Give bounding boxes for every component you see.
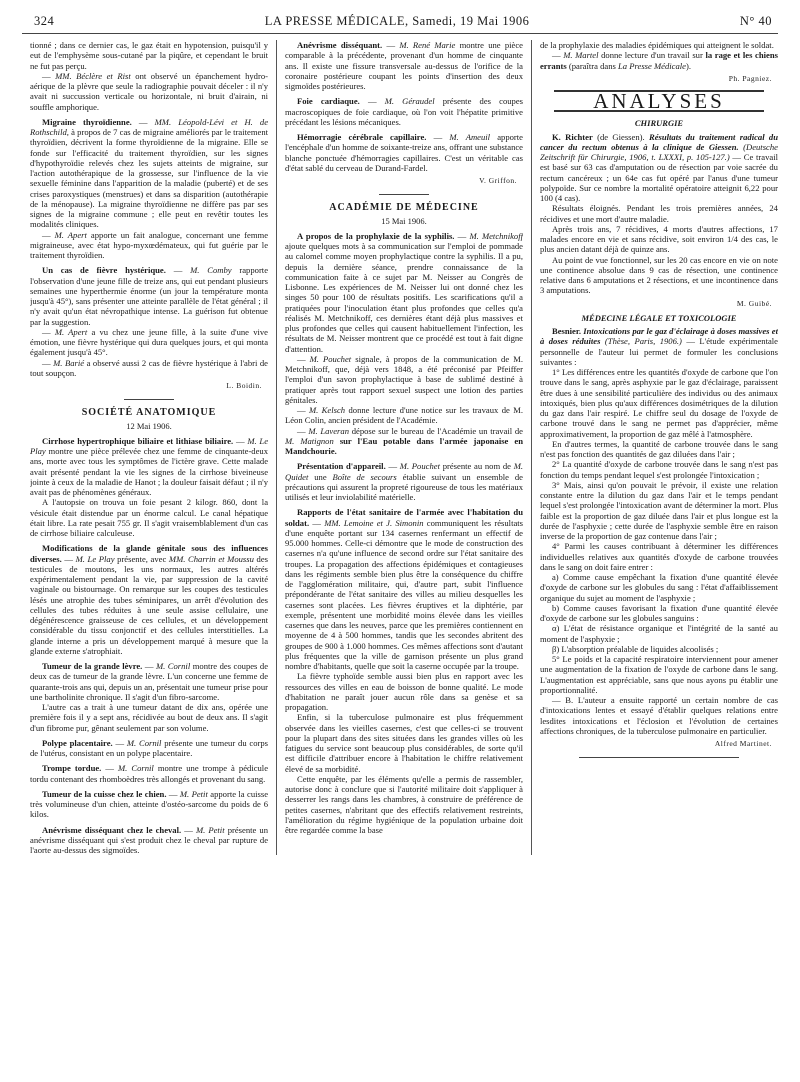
item-title: Cirrhose hypertrophique biliaire et lithiase biliaire. (42, 435, 234, 446)
author: M. Le Play (30, 435, 269, 456)
item-title: Un cas de fièvre hystérique. (42, 265, 166, 276)
paragraph: — B. L'auteur a ensuite rapporté un certain nombre de cas d'intoxications lentes et essayé d'établir quelques relations entre lesdites intoxications et l'éclosion et l'évolution de certaines affections chroniques, de la tuberculose pulmonaire en particulier. (539, 695, 778, 736)
section-date: 15 Mai 1906. (381, 215, 427, 226)
paragraph: — M. Laveran dépose sur le bureau de l'Académie un travail de M. Matignon sur l'Eau potable dans l'armée japonaise en Mandchourie. (284, 425, 523, 456)
page-header (22, 14, 778, 34)
author: M. Comby (190, 265, 232, 276)
paragraph: En d'autres termes, la quantité de carbone trouvée dans le sang n'est pas fonction des quantités de gaz diluées dans l'air ; (539, 438, 778, 459)
paragraph: — MM. Béclère et Rist ont observé un épanchement hydro-aérique de la plèvre que seule la radiographie pouvait déceler : il n'y avait ni succussion verticale ou horizontale, ni bruit d'airain, ni souffle amphorique. (30, 70, 269, 112)
paragraph: — M. Apert apporte un fait analogue, concernant une femme migraineuse, avec état hypo-myxœdémateux, qui fut guérie par le traitement thyroïdien. (30, 229, 269, 260)
author: M. Pouchet (309, 353, 352, 364)
paragraph: 4° Parmi les causes contribuant à déterminer les différences individuelles relatives aux quantités d'oxyde de carbone trouvées dans le sang on doit faire entrer : (539, 541, 778, 572)
column-3 (540, 40, 778, 855)
columns (22, 40, 778, 855)
author: M. Ameuil (449, 132, 491, 142)
paragraph: Présentation d'appareil. — M. Pouchet présente au nom de M. Quidet une Boîte de secours établie suivant un ensemble de précautions qui assurent la propreté rigoureuse de tous les matériaux utilisés et leur inviolabilité matérielle. (284, 461, 523, 502)
author: M. Quidet (284, 461, 523, 482)
paragraph: Foie cardiaque. — M. Géraudel présente des coupes macroscopiques de foie cardiaque, où l'on voit l'hépatite primitive précédant les lésions mécaniques. (284, 96, 523, 127)
item-title: Migraine thyroïdienne. (42, 116, 132, 127)
author: M. Kelsch (308, 405, 346, 415)
paragraph: Anévrisme disséquant. — M. René Marie montre une pièce comparable à la précédente, provenant d'un homme de cinquante ans. Il existe une fissure transversale au-dessus de l'orifice de la coronaire postérieure coupant les points d'insertion des deux sigmoïdes postérieures. (284, 40, 523, 91)
author: M. Apert (54, 326, 88, 337)
author: M. Cornil (155, 661, 191, 671)
author: MM. Léopold-Lévi et H. de Rothschild, (30, 116, 269, 137)
paragraph: α) L'état de résistance organique et l'intégrité de la santé au moment de l'asphyxie ; (539, 623, 778, 644)
paragraph: Migraine thyroïdienne. — MM. Léopold-Lévi et H. de Rothschild, à propos de 7 cas de migraine améliorés par le traitement thyroïdien, décrivent la forme thyroïdienne de la migraine. Elle se fonde sur l'efficacité du traitement thyroïdien, sur les signes d'hypothyroïdie relevés chez les sujets atteints de migraine, sur l'action autothérapique de la grossesse, sur l'influence de la vie sexuelle féminine dans l'apparition de la maladie (puberté) et de ses crises paroxystiques (menstrues) et dans sa disparition (autothérapie de la ménopause). La migraine thyroïdienne ne diffère pas par ses signes de la migraine commune ; elle peut en revêtir toutes les modalités cliniques. (30, 116, 269, 230)
section-heading: ACADÉMIE DE MÉDECINE (329, 202, 479, 214)
paragraph: L'autre cas a trait à une tumeur datant de dix ans, opérée une première fois il y a sept ans, récidivée au bout de deux ans. Il s'agit d'un fibrome pur, gênant seulement par son volume. (30, 702, 269, 733)
column-divider (276, 40, 277, 855)
author: M. René Marie (399, 40, 456, 50)
issue-number: N° 40 (739, 14, 772, 28)
paragraph: K. Richter (de Giessen). Résultats du traitement radical du cancer du rectum obtenus à la clinique de Giessen. (Deutsche Zeitschrift für Chirurgie, 1906, t. LXXXI, p. 105-127.) — Ce travail est basé sur 63 cas d'amputation ou de résection par voie sacrée du rectum cancéreux ; un 64e cas fut opéré par l'anus d'une tumeur polypoïde. Sur ce nombre la mortalité opératoire atteignit 6,22 pour 100 (4 cas). (539, 131, 778, 203)
item-title: Anévrisme disséquant chez le cheval. (42, 824, 182, 835)
item-title: Présentation d'appareil. (296, 461, 386, 472)
divider (579, 757, 739, 758)
paragraph: Au point de vue fonctionnel, sur les 20 cas encore en vie on note une continence absolue dans 9 cas de résection, une continence relative dans 6 amputations et 2 résections, et une incontinence dans 3 amputations. (539, 254, 778, 296)
item-title: Hémorragie cérébrale capillaire. (296, 132, 427, 142)
item-title: Anévrisme disséquant. (296, 40, 383, 50)
item-title: A propos de la prophylaxie de la syphilis. (296, 230, 455, 241)
column-divider (531, 40, 532, 855)
author: M. Barié (53, 357, 85, 368)
author: M. Petit (195, 824, 225, 835)
item-title: Modifications de la glande génitale sous des influences diverses. (30, 543, 269, 564)
paragraph: 1° Les différences entre les quantités d'oxyde de carbone que l'on trouve dans le sang, après asphyxie par le gaz d'éclairage, paraissent être dues à une sensibilité particulière des individus ou des animaux intoxiqués, bien plus qu'aux différences dosimétriques de la dilution du gaz dans l'air respiré. Le chiffre seul du dosage de l'oxyde de carbone trouvé dans le sang ne permet pas d'apprécier, même approximativement, la proportion de gaz mêlé à l'atmosphère. (539, 367, 778, 439)
author: M. Metchnikoff (469, 230, 523, 241)
column-1 (30, 40, 268, 855)
item-title: Intoxications par le gaz d'éclairage à doses massives et à doses réduites (539, 326, 778, 347)
paragraph: — M. Barié a observé aussi 2 cas de fièvre hystérique à l'abri de tout soupçon. (30, 357, 268, 378)
paragraph: Après trois ans, 7 récidives, 4 morts d'autres affections, 17 malades encore en vie et sans récidive, soit environ 1/4 des cas, le plus ancien datant déjà de quinze ans. (539, 223, 778, 255)
paragraph: Rapports de l'état sanitaire de l'armée avec l'habitation du soldat. — MM. Lemoine et J. Simonin communiquent les résultats d'une enquête portant sur 134 casernes renfermant un effectif de 95.000 hommes. Celle-ci démontre que le mode de construction des casernes n'a qu'une influence de second ordre sur l'état sanitaire des troupes. La propagation des affections épidémiques et contagieuses dans les régiments semble bien plus être la conséquence du chiffre de l'agglomération militaire, qui, d'autre part, subit l'influence prépondérante de l'état sanitaire des villes au milieu desquelles les casernes sont placées. Les fièvres éruptives et la diphtérie, par exemple, présentent une morbidité moins élevée dans les vieilles casernes que dans les neuves, parce que les premières contiennent en moyenne de 4 à 500 hommes, tandis que les secondes abritent des groupes de 900 à 1.000 hommes. Ces mêmes affections sont d'autant plus fréquentes que la ville de garnison présente un plus grand nombre d'habitants, quelle que soit la caserne occupée par la troupe. (284, 507, 523, 671)
paragraph: Enfin, si la tuberculose pulmonaire est plus fréquemment observée dans les vieilles casernes, c'est que celles-ci se trouvent pour la plupart dans des sites situées dans les grandes villes où les fatigues du service sont beaucoup plus considérables, de sorte qu'il est difficile d'attribuer encore à l'habitation le chiffre relativement élevé de sa morbidité. (284, 712, 523, 774)
paragraph: Cette enquête, par les éléments qu'elle a permis de rassembler, autorise donc à conclure que si l'autorité militaire doit s'appliquer à desserrer les rangs dans les chambres, à construire de préférence de petites casernes, n'abritant que des effectifs relativement restreints, l'amélioration du régime hygiénique de la population urbaine doit être regardée comme la base (284, 773, 523, 835)
item-title: Polype placentaire. (42, 737, 113, 748)
paragraph: Cirrhose hypertrophique biliaire et lithiase biliaire. — M. Le Play montre une pièce prélevée chez une femme de cinquante-deux ans, morte avec tous les symptômes de l'ictère grave. Cette malade avait présenté pendant la vie les signes de la cirrhose biveineuse jointe à ceux de la maladie de Hanot ; la douleur faisait défaut ; il n'y avait pas de phénomènes généraux. (30, 435, 269, 497)
section-heading: SOCIÉTÉ ANATOMIQUE (81, 407, 217, 419)
paragraph: Modifications de la glande génitale sous des influences diverses. — M. Le Play présente, avec MM. Charrin et Moussu des testicules de moutons, les uns normaux, les autres altérés expérimentalement pendant la vie, par suppression de la cavité vaginale ou bistournage. On remarque sur les coupes des testicules lésés une atrophie des tubes séminipares, un arrêt d'évolution des cellules des tubes réduites à une seule assise cellulaire, une dégénérescence graisseuse de ces cellules, et un développement considérable du tissu conjonctif et des cellules interstitielles. La glande interne a pris un développement marqué à mesure que la glande externe s'atrophiait. (30, 543, 269, 656)
signature: M. Guibé. (736, 298, 772, 308)
author: M. Pouchet (399, 461, 440, 472)
paragraph: b) Comme causes favorisant la fixation d'une quantité élevée d'oxyde de carbone sur les globules sanguins : (539, 602, 778, 623)
author: M. Géraudel (384, 96, 435, 107)
paragraph: Besnier. Intoxications par le gaz d'éclairage à doses massives et à doses réduites (Thèse, Paris, 1906.) — L'étude expérimentale personnelle de l'auteur lui permet de formuler les conclusions suivantes : (539, 326, 778, 367)
paragraph: de la prophylaxie des maladies épidémiques qui atteignent le soldat. (539, 40, 774, 50)
divider (379, 194, 429, 195)
author: MM. Lemoine et J. Simonin (324, 517, 424, 528)
paragraph: — M. Kelsch donne lecture d'une notice sur les travaux de M. Léon Colin, ancien président de l'Académie. (284, 405, 523, 426)
subsection-heading: MÉDECINE LÉGALE ET TOXICOLOGIE (581, 312, 737, 323)
paragraph: — M. Martel donne lecture d'un travail sur la rage et les chiens errants (paraîtra dans La Presse Médicale). (539, 50, 778, 71)
paragraph: 5° Le poids et la capacité respiratoire interviennent pour amener une augmentation de la fixation de l'oxyde de carbone dans le sang. L'augmentation est appréciable, sans que nous ayons pu établir une proportionnalité. (539, 654, 778, 695)
paragraph: A l'autopsie on trouva un foie pesant 2 kilogr. 860, dont la vésicule était distendue par un énorme calcul. Le canal hépatique était libre. La rate pesait 755 gr. Il s'agit vraisemblablement d'un cas de cirrhose biliaire calculeuse. (30, 497, 269, 538)
signature: L. Boidin. (226, 381, 263, 390)
item-title: Rapports de l'état sanitaire de l'armée avec l'habitation du soldat. (284, 507, 523, 528)
paragraph: 2° La quantité d'oxyde de carbone trouvée dans le sang n'est pas fonction du temps pendant lequel s'est prolongée l'intoxication ; (539, 459, 778, 480)
author: K. Richter (551, 131, 593, 142)
paragraph: Hémorragie cérébrale capillaire. — M. Ameuil apporte l'encéphale d'un homme de soixante-treize ans, offrant une substance blanche ponctuée d'hémorragies capillaires. C'est un véritable cas d'état sablé du cerveau de Durand-Fardel. (284, 132, 523, 173)
item-title: Tumeur de la cuisse chez le chien. (42, 788, 167, 799)
paragraph: Un cas de fièvre hystérique. — M. Comby rapporte l'observation d'une jeune fille de treize ans, qui eut pendant plusieurs semaines une hyperthermie énorme (un jour la température monta jusqu'à 45°), sans présenter une atteinte parallèle de l'état général ; il n'y avait qu'un état névropathique intense. La guérison fut obtenue par la suggestion. (30, 265, 269, 327)
paragraph: 3° Mais, ainsi qu'on pouvait le prévoir, il existe une relation constante entre la dilution du gaz dans l'air et le temps pendant lequel s'est prolongée l'intoxication avant de déterminer la mort. Plus faible est la proportion de gaz diluée dans l'air et plus longue est la durée de l'asphyxie ; cette durée de l'asphyxie semble être en raison inverse de la proportion de gaz contenue dans l'air ; (539, 479, 778, 541)
analyses-heading: ANALYSES (554, 90, 764, 112)
author: M. Le Play (75, 553, 115, 564)
item-title: Résultats du traitement radical du cancer du rectum obtenus à la clinique de Giessen. (539, 131, 778, 152)
paragraph: Trompe tordue. — M. Cornil montre une trompe à pédicule tordu contenant des rhomboèdres très allongés et provenant du sang. (30, 763, 269, 784)
page-number: 324 (34, 14, 55, 28)
item-title: Foie cardiaque. (296, 96, 360, 107)
author: M. Laveran (308, 425, 349, 436)
signature: Alfred Martinet. (714, 739, 772, 748)
column-2 (285, 40, 523, 855)
section-date: 12 Mai 1906. (126, 420, 172, 431)
author: M. Cornil (126, 737, 162, 748)
paragraph: — M. Pouchet signale, à propos de la communication de M. Metchnikoff, que, déjà vers 1848, a été préconisé par Pfeiffer l'emploi d'un savon prophylactique à base de sublimé destiné à pratiquer après tout rapport sexuel suspect une lotion des parties génitales. (284, 353, 523, 405)
author: M. Matignon (284, 435, 334, 446)
author: M. Martel (563, 50, 599, 61)
author: M. Petit (179, 788, 208, 799)
divider (124, 399, 174, 400)
paragraph: tionné ; dans ce dernier cas, le gaz était en hypotension, puisqu'il y eut de l'emphysème sous-cutané par la piqûre, et cependant le bruit ne fut pas perçu. (30, 40, 269, 71)
paragraph: Polype placentaire. — M. Cornil présente une tumeur du corps de l'utérus, consistant en un polype placentaire. (30, 737, 269, 758)
paragraph: a) Comme cause empêchant la fixation d'une quantité élevée d'oxyde de carbone sur les globules du sang : l'état d'affaiblissement organique du sujet au moment de l'asphyxie ; (539, 572, 778, 603)
paragraph: La fièvre typhoïde semble aussi bien plus en rapport avec les ressources des villes en eau de boisson de bonne qualité. Le mode d'habitation ne paraît jouer aucun rôle dans sa genèse et sa propagation. (284, 671, 523, 712)
author: MM. Charrin et Moussu (168, 553, 254, 564)
paragraph: A propos de la prophylaxie de la syphilis. — M. Metchnikoff ajoute quelques mots à sa communication sur l'emploi de pommade au calomel comme moyen prophylactique contre la syphilis. Il a pu, depuis la dernière séance, prendre connaissance de la communication faite à ce sujet par M. Neisser au Congrès de Lisbonne. Les expériences de M. Neisser lui ont donné chez les singes 50 pour 100 de résultats positifs. Les scarifications qu'il a pratiquées pour l'inoculation étant plus profondes que celles qu'a réalisés M. Metchnikoff, ces dernières étant déjà plus massives et plus profondes que celles qui causent habituellement l'infection, les résultats de M. Neisser montrent que ce procédé est tout à fait digne d'attention. (284, 230, 523, 354)
author: M. Cornil (118, 763, 154, 774)
author: Besnier. (551, 326, 582, 336)
journal-title: LA PRESSE MÉDICALE, Samedi, 19 Mai 1906 (264, 14, 530, 28)
author: M. Apert (54, 229, 87, 240)
signature: Ph. Pagniez. (728, 73, 772, 83)
item-title: Tumeur de la grande lèvre. (42, 661, 143, 671)
paragraph: Tumeur de la cuisse chez le chien. — M. Petit apporte la cuisse très volumineuse d'un chien, atteinte d'ostéo-sarcome du poids de 6 kilos. (30, 788, 269, 820)
paragraph: — M. Apert a vu chez une jeune fille, à la suite d'une vive émotion, une fièvre hystérique qui dura quelques jours, et qui monta également jusqu'à 45°. (30, 326, 269, 358)
subsection-heading: CHIRURGIE (634, 118, 684, 129)
paragraph: β) L'absorption préalable de liquides alcoolisés ; (551, 643, 719, 654)
signature: V. Griffon. (479, 176, 517, 185)
author: MM. Béclère et Rist (55, 70, 131, 81)
paragraph: Anévrisme disséquant chez le cheval. — M. Petit présente un anévrisme disséquant qui s'est produit chez le cheval par rupture de l'aorte au-dessus des sigmoïdes. (30, 824, 269, 855)
paragraph: Résultats éloignés. Pendant les trois premières années, 24 récidives et une mort d'autre maladie. (539, 203, 778, 224)
paragraph: Tumeur de la grande lèvre. — M. Cornil montre des coupes de deux cas de tumeur de la grande lèvre. L'un concerne une femme de quarante-trois ans qui, depuis un an, présentait une tumeur prise pour une bartholinite chronique. Il s'agit d'un fibro-sarcome. (30, 661, 269, 702)
item-title: Trompe tordue. (42, 763, 102, 774)
